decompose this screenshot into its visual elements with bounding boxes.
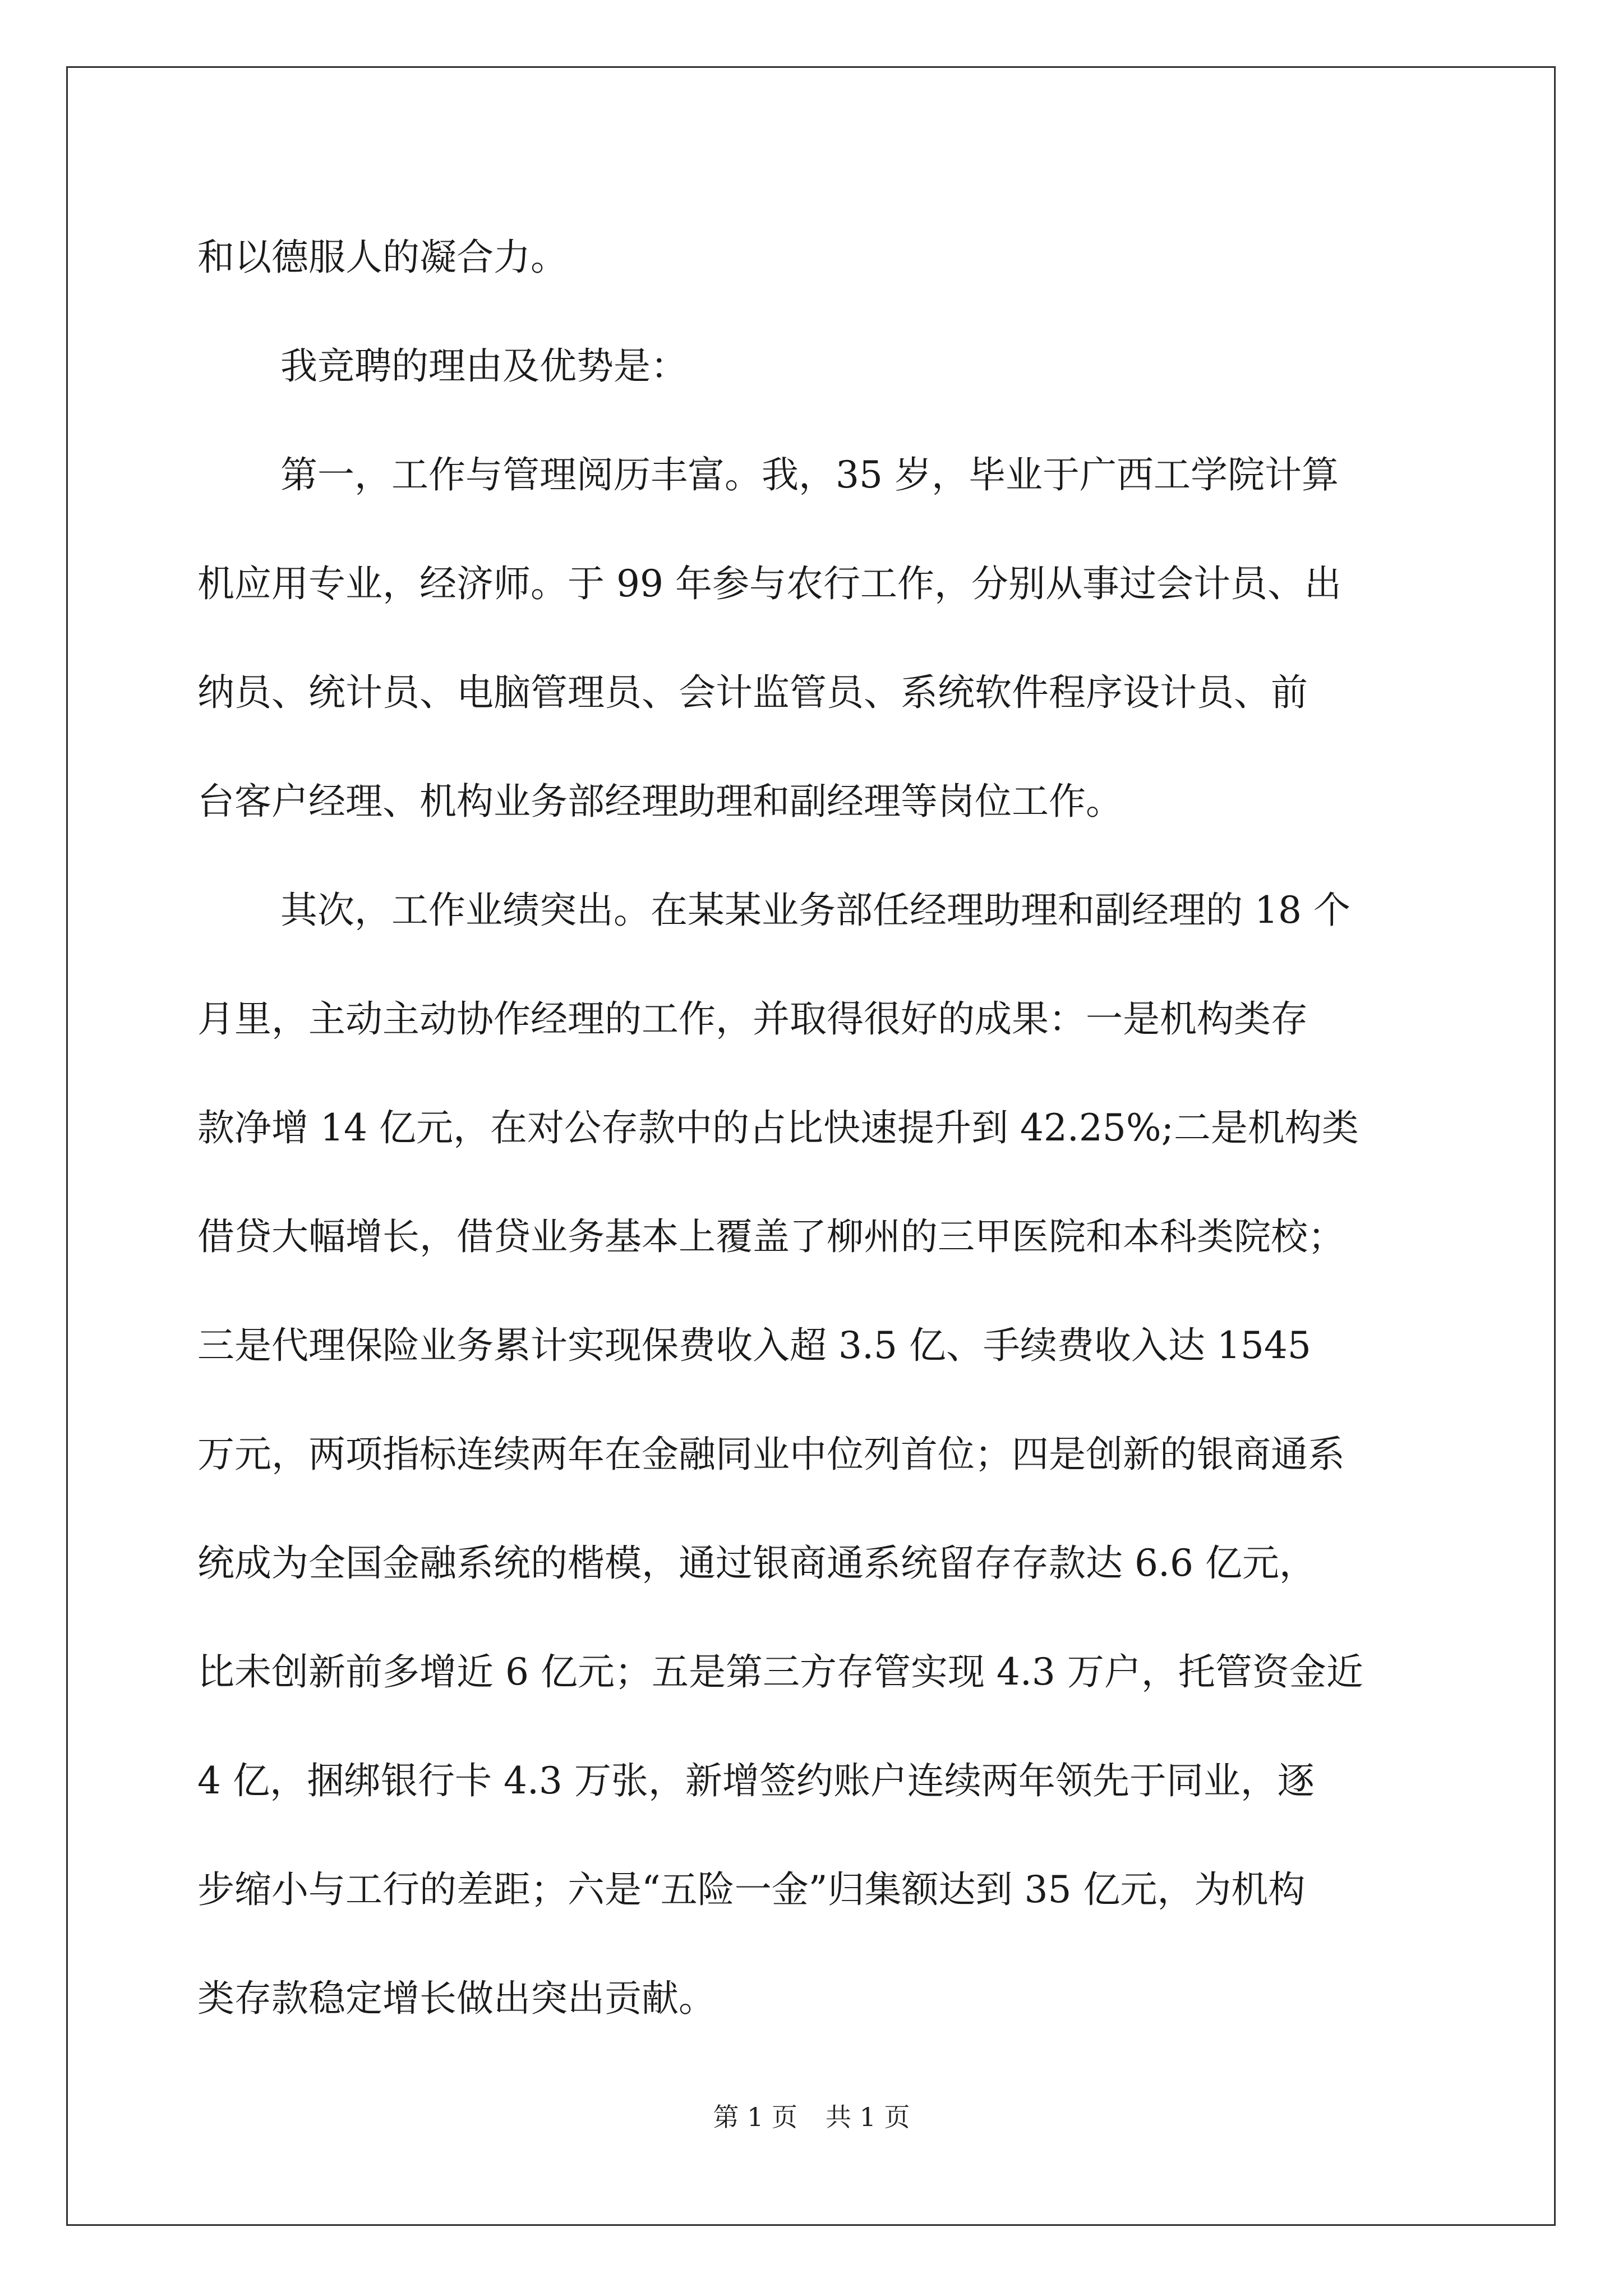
text-line: 其次，工作业绩突出。在某某业务部任经理助理和副经理的 18 个 — [280, 889, 1350, 932]
text-line: 第一，工作与管理阅历丰富。我，35 岁，毕业于广西工学院计算 — [280, 453, 1339, 496]
text-line: 和以德服人的凝合力。 — [197, 236, 568, 279]
text-line: 4 亿，捆绑银行卡 4.3 万张，新增签约账户连续两年领先于同业，逐 — [197, 1759, 1315, 1802]
text-line: 三是代理保险业务累计实现保费收入超 3.5 亿、手续费收入达 1545 — [197, 1324, 1311, 1367]
text-line: 统成为全国金融系统的楷模，通过银商通系统留存存款达 6.6 亿元， — [197, 1542, 1316, 1585]
text-line: 步缩小与工行的差距；六是“五险一金”归集额达到 35 亿元，为机构 — [197, 1868, 1306, 1911]
document-body — [197, 203, 1421, 2053]
text-line: 台客户经理、机构业务部经理助理和副经理等岗位工作。 — [197, 780, 1123, 823]
text-line: 类存款稳定增长做出突出贡献。 — [197, 1977, 716, 2020]
text-line: 比未创新前多增近 6 亿元；五是第三方存管实现 4.3 万户，托管资金近 — [197, 1650, 1363, 1694]
text-line: 机应用专业，经济师。于 99 年参与农行工作，分别从事过会计员、出 — [197, 562, 1341, 605]
text-line: 万元，两项指标连续两年在金融同业中位列首位；四是创新的银商通系 — [197, 1433, 1345, 1476]
page-total: 共 1 页 — [826, 2102, 910, 2132]
page-number: 第 1 页 — [713, 2102, 797, 2132]
text-line: 款净增 14 亿元，在对公存款中的占比快速提升到 42.25%;二是机构类 — [197, 1106, 1359, 1149]
text-line: 我竞聘的理由及优势是： — [280, 344, 688, 388]
page-footer — [0, 2097, 1623, 2134]
text-line: 月里，主动主动协作经理的工作，并取得很好的成果：一是机构类存 — [197, 997, 1308, 1041]
text-line: 纳员、统计员、电脑管理员、会计监管员、系统软件程序设计员、前 — [197, 671, 1308, 714]
text-line: 借贷大幅增长，借贷业务基本上覆盖了柳州的三甲医院和本科类院校； — [197, 1215, 1345, 1258]
